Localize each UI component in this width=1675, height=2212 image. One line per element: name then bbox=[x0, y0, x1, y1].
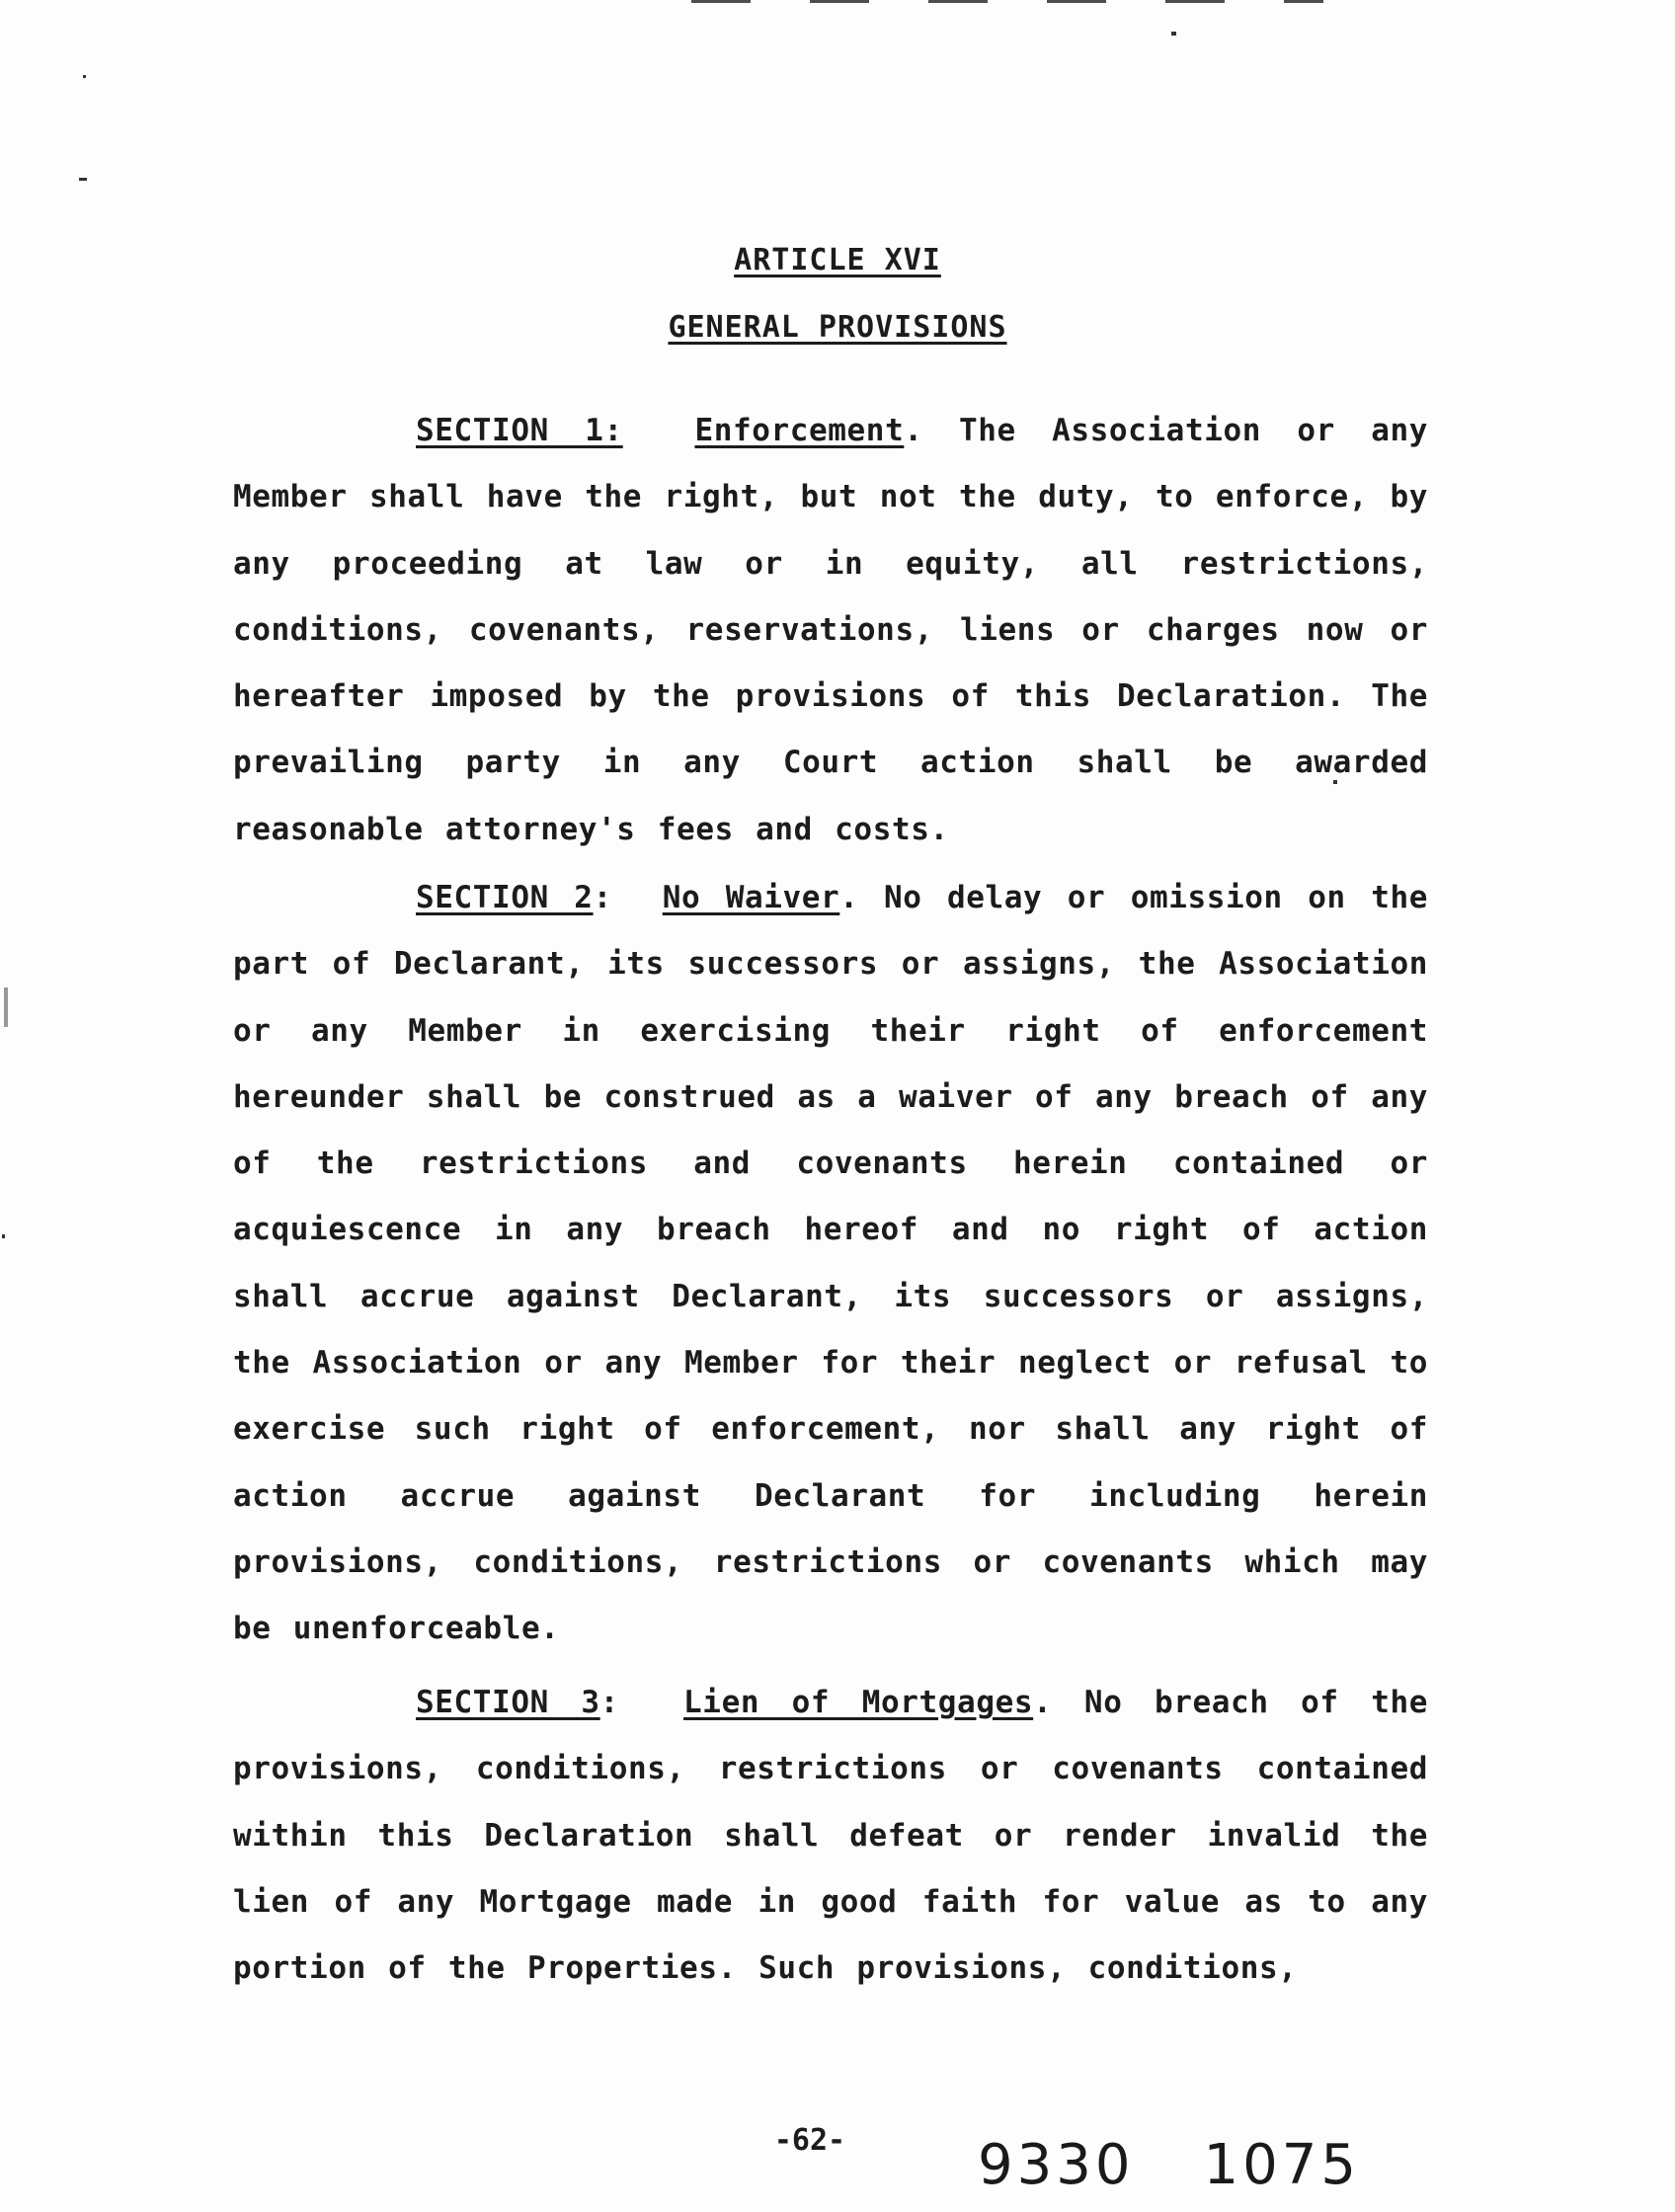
article-title: ARTICLE XVI bbox=[734, 243, 941, 277]
scan-speck bbox=[1333, 780, 1337, 784]
section-2-heading: No Waiver bbox=[662, 880, 840, 915]
section-3-colon: : bbox=[599, 1685, 619, 1720]
scan-speck bbox=[2, 1234, 5, 1238]
scan-edge-artifact bbox=[691, 0, 1323, 3]
section-1-heading: Enforcement bbox=[694, 413, 905, 448]
document-stamp-number bbox=[978, 2133, 1360, 2197]
scan-speck bbox=[4, 988, 8, 1027]
article-subtitle: GENERAL PROVISIONS bbox=[668, 310, 1007, 345]
scan-speck bbox=[83, 75, 86, 78]
section-1-label: SECTION 1: bbox=[416, 413, 623, 448]
section-2-colon: : bbox=[593, 880, 612, 915]
scan-speck bbox=[1171, 32, 1176, 36]
section-1-text: . The Association or any Member shall have the right, but not the duty, to enforce, by any proceeding at law or in equity, all restrictions, conditions, covenants, reservations, liens or charges now or hereafter imposed by the provisions of this Declaration. The prevailing party in any Court action shall be awarded reasonable attorney's fees and costs. bbox=[233, 413, 1429, 847]
section-3-paragraph bbox=[233, 1670, 1428, 2002]
section-3-heading: Lien of Mortgages bbox=[683, 1685, 1034, 1720]
scan-speck bbox=[79, 178, 87, 181]
section-2-paragraph bbox=[233, 865, 1428, 1663]
stamp-part-2: 1075 bbox=[1203, 2133, 1361, 2197]
stamp-part-1: 9330 bbox=[978, 2133, 1135, 2197]
section-2-label: SECTION 2 bbox=[416, 880, 594, 915]
section-1-paragraph bbox=[233, 398, 1428, 863]
section-3-label: SECTION 3 bbox=[416, 1685, 600, 1720]
section-2-text: . No delay or omission on the part of Declarant, its successors or assigns, the Association or any Member in exercising their right of enforcement hereunder shall be construed as a waiver of any breach of any of the restrictions and covenants herein contained or acquiescence in any breach hereof and no right of action shall accrue against Declarant, its successors or assigns, the Association or any Member for their neglect or refusal to exercise such right of enforcement, nor shall any right of action accrue against Declarant for including herein provisions, conditions, restrictions or covenants which may be unenforceable. bbox=[233, 880, 1429, 1647]
section-3-text: . No breach of the provisions, conditions, restrictions or covenants contained within this Declaration shall defeat or render invalid the lien of any Mortgage made in good faith for value as to any portion of the Properties. Such provisions, conditions, bbox=[233, 1685, 1429, 1987]
page-number: -62- bbox=[773, 2123, 846, 2158]
